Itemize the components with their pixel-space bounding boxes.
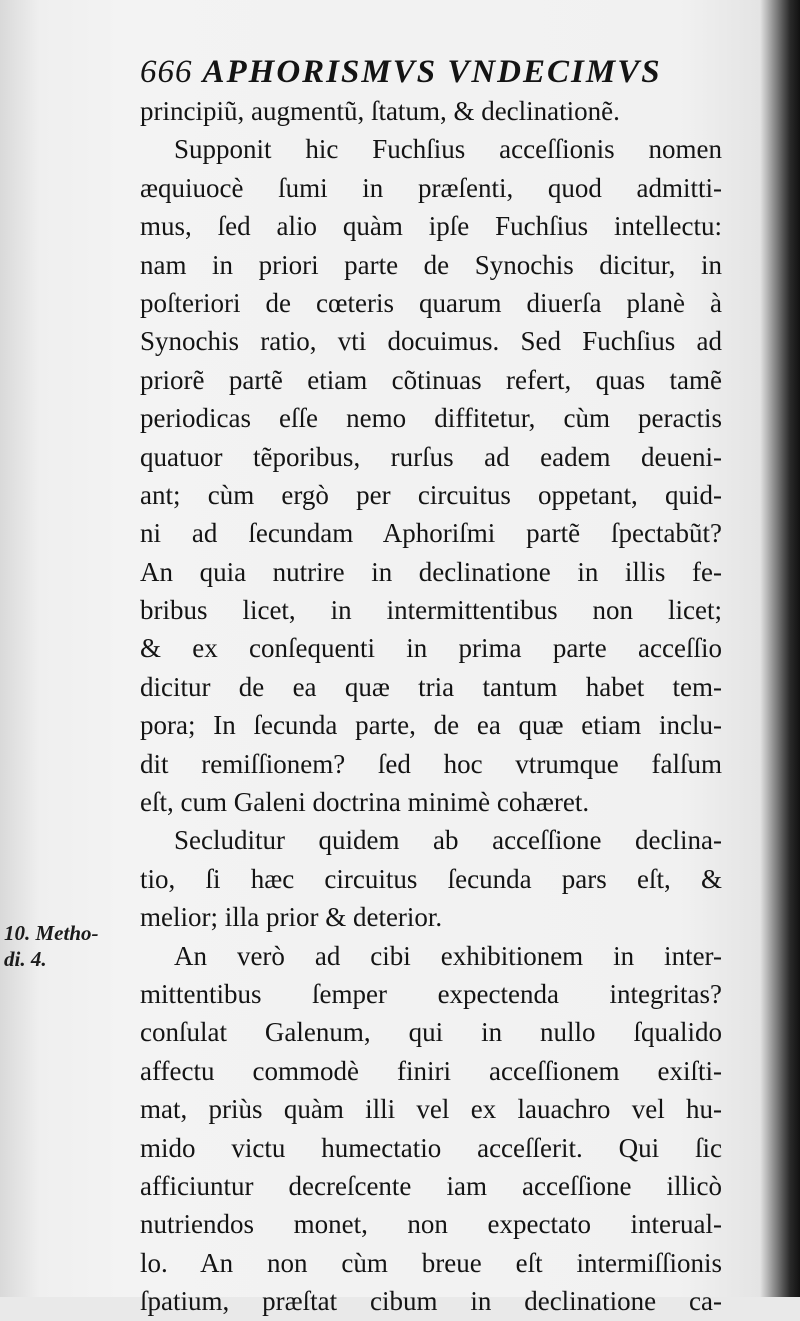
margin-note	[4, 920, 124, 972]
text-line: æquiuocè ſumi in præſenti, quod admitti-	[140, 172, 722, 203]
text-line: mus, ſed alio quàm ipſe Fuchſius intellectu:	[140, 211, 722, 242]
text-line: conſulat Galenum, qui in nullo ſqualido	[140, 1017, 722, 1048]
text-line: pora; In ſecunda parte, de ea quæ etiam inclu-	[140, 710, 722, 741]
text-line: nutriendos monet, non expectato interual-	[140, 1209, 722, 1240]
text-line: Synochis ratio, vti docuimus. Sed Fuchſius ad	[140, 326, 722, 357]
text-line: ſpatium, præſtat cibum in declinatione ca-	[140, 1286, 722, 1317]
text-line: quatuor tẽporibus, rurſus ad eadem deueni-	[140, 441, 722, 472]
text-line: dit remiſſionem? ſed hoc vtrumque falſum	[140, 748, 722, 779]
text-line: mat, priùs quàm illi vel ex lauachro vel hu-	[140, 1094, 722, 1125]
body-text	[140, 92, 722, 1321]
text-line: lo. An non cùm breue eſt intermiſſionis	[140, 1247, 722, 1278]
margin-note-line: 10. Metho-	[4, 921, 99, 945]
text-line: tio, ſi hæc circuitus ſecunda pars eſt, &	[140, 863, 722, 894]
text-line: poſteriori de cœteris quarum diuerſa planè à	[140, 287, 722, 318]
text-line: & ex conſequenti in prima parte acceſſio	[140, 633, 722, 664]
text-line: periodicas eſſe nemo diffitetur, cùm peractis	[140, 403, 722, 434]
text-line: eſt, cum Galeni doctrina minimè cohæret.	[140, 787, 590, 818]
text-line: afficiuntur decreſcente iam acceſſione illicò	[140, 1170, 722, 1201]
text-line: nam in priori parte de Synochis dicitur, in	[140, 249, 722, 280]
margin-note-line: di. 4.	[4, 947, 47, 971]
text-line: Supponit hic Fuchſius acceſſionis nomen	[174, 134, 722, 165]
running-header	[140, 50, 720, 94]
text-line: An quia nutrire in declinatione in illis fe-	[140, 556, 722, 587]
text-line: An verò ad cibi exhibitionem in inter-	[174, 940, 722, 971]
text-line: melior; illa prior & deterior.	[140, 902, 443, 933]
text-line: bribus licet, in intermittentibus non licet;	[140, 595, 722, 626]
text-line: ni ad ſecundam Aphoriſmi partẽ ſpectabũt?	[140, 518, 722, 549]
text-line: principiũ, augmentũ, ſtatum, & declinationẽ.	[140, 96, 620, 126]
text-line: mido victu humectatio acceſſerit. Qui ſic	[140, 1132, 722, 1163]
running-title: APHORISMVS VNDECIMVS	[202, 54, 662, 90]
text-line: mittentibus ſemper expectenda integritas?	[140, 978, 722, 1009]
text-line: dicitur de ea quæ tria tantum habet tem-	[140, 671, 722, 702]
text-line: priorẽ partẽ etiam cõtinuas refert, quas tamẽ	[140, 364, 722, 395]
text-line: ant; cùm ergò per circuitus oppetant, quid-	[140, 479, 722, 510]
text-line: affectu commodè finiri acceſſionem exiſti-	[140, 1055, 722, 1086]
text-line: Secluditur quidem ab acceſſione declina-	[174, 825, 722, 856]
page-number: 666	[140, 54, 193, 90]
